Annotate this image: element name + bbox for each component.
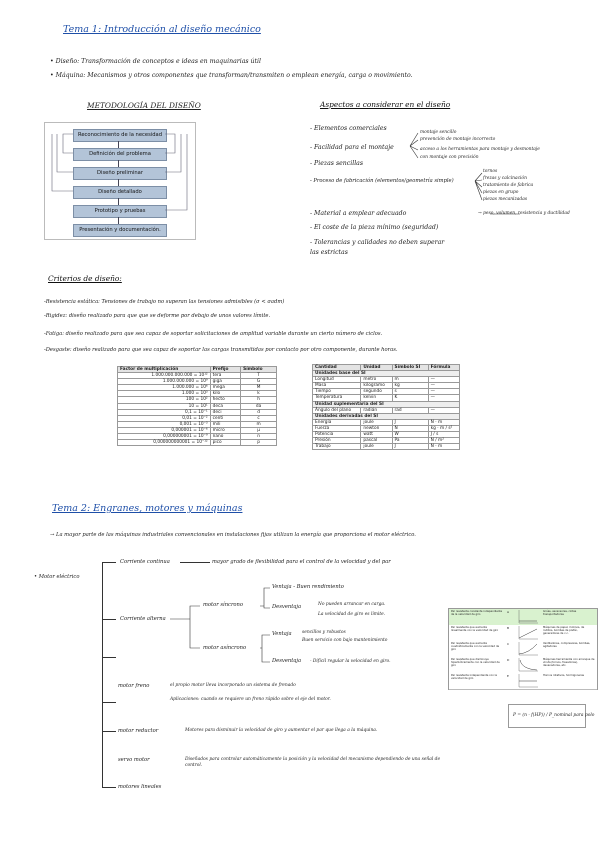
table-cell: 0,1 = 10⁻¹	[118, 409, 211, 415]
tema1-title: Tema 1: Introducción al diseño mecánico	[63, 24, 261, 35]
units-table	[312, 364, 460, 450]
table-cell: 0,001 = 10⁻³	[118, 421, 211, 427]
table-cell: Trabajo	[313, 444, 361, 450]
table-row	[313, 444, 460, 450]
column-header: Símbolo SI	[392, 365, 428, 371]
sincrono-desventaja: Desventaja	[272, 604, 302, 610]
table-cell: 1.000.000.000.000 = 10¹²	[118, 373, 211, 379]
aspecto-item: las estrictas	[310, 249, 348, 256]
table-cell: joule	[361, 444, 392, 450]
table-cell: joule	[361, 419, 392, 425]
curve-uses: Máquinas de papel, molinos, de rodillos, bombas de pistón, generadores de c.c.	[543, 626, 585, 636]
curve-graph	[517, 673, 539, 688]
column-header: Fórmula	[428, 365, 459, 371]
table-cell: µ	[241, 427, 277, 433]
curve-description: Par resistente que aumenta cuadráticamente con la velocidad de giro	[451, 642, 500, 652]
table-cell: m	[392, 377, 428, 383]
table-row	[449, 641, 597, 658]
table-row	[449, 673, 597, 690]
servo-motor: servo motor	[118, 757, 150, 763]
criterios-heading: Criterios de diseño:	[48, 274, 122, 283]
table-cell: G	[241, 379, 277, 385]
table-row	[449, 625, 597, 642]
table-cell: 10 = 10¹	[118, 403, 211, 409]
tree-branch	[102, 731, 116, 732]
aspecto-item: - Elementos comerciales	[310, 125, 387, 132]
curve-symbol: C	[507, 642, 510, 646]
tree-branch	[102, 657, 116, 658]
alterna-branches	[170, 578, 310, 668]
table-cell: nano	[210, 434, 240, 440]
metodologia-heading: METODOLOGÍA DEL DISEÑO	[87, 101, 201, 110]
table-cell: p	[241, 440, 277, 446]
section-title: Unidades derivadas del SI	[313, 413, 460, 419]
curve-symbol: E	[507, 674, 509, 678]
tema2-title: Tema 2: Engranes, motores y máquinas	[52, 503, 243, 514]
table-cell: T	[241, 373, 277, 379]
table-cell: Ángulo del plano	[313, 407, 361, 413]
flow-step-4: Diseño detallado	[73, 186, 167, 199]
table-cell: newton	[361, 425, 392, 431]
table-row	[449, 657, 597, 674]
table-cell: kilogramo	[361, 383, 392, 389]
table-cell: centi	[210, 415, 240, 421]
table-cell: M	[241, 385, 277, 391]
montaje-note: montaje sencillo	[420, 130, 457, 135]
desventaja-note: La velocidad de giro es límite.	[318, 612, 386, 617]
table-cell: —	[428, 389, 459, 395]
asincrono-ventaja-note: Buen servicio con bajo mantenimiento	[302, 638, 388, 643]
table-cell: J	[392, 444, 428, 450]
fabricacion-note: tornos	[483, 169, 498, 174]
montaje-note: con montaje con precisión	[420, 155, 479, 160]
table-cell: kg · m / s²	[428, 425, 459, 431]
curve-description: Par resistente que aumenta linealmente con la velocidad de giro	[451, 626, 499, 633]
table-cell: Longitud	[313, 377, 361, 383]
material-note: → peso, volumen, resistencia y ductilidad	[478, 211, 570, 216]
curve-uses: Grúas, ascensores, cintas transportadoras	[543, 610, 577, 617]
flow-step-1: Reconocimiento de la necesidad	[73, 129, 167, 142]
table-cell: segundo	[361, 389, 392, 395]
table-cell: watt	[361, 432, 392, 438]
table-cell: 0,000000001 = 10⁻⁹	[118, 434, 211, 440]
table-cell: radián	[361, 407, 392, 413]
table-cell: —	[428, 395, 459, 401]
curve-uses: Hornos rotativos, hormigoneras	[543, 674, 585, 677]
table-cell: micro	[210, 427, 240, 433]
table-cell: kg	[392, 383, 428, 389]
table-cell: kilo	[210, 391, 240, 397]
curve-description: Par resistente independiente con la velocidad de giro	[451, 674, 497, 681]
curve-uses: Máquinas herramienta con arranque de viruta (tornos, fresadoras), devanadoras, etc.	[543, 658, 595, 668]
table-cell: pascal	[361, 438, 392, 444]
table-cell: m	[241, 421, 277, 427]
table-cell: 1.000.000.000 = 10⁹	[118, 379, 211, 385]
table-cell: kelvin	[361, 395, 392, 401]
curve-symbol: A	[507, 610, 510, 614]
table-cell: deci	[210, 409, 240, 415]
aspecto-item: - Proceso de fabricación (elementos/geometría simple)	[310, 178, 454, 184]
table-cell: h	[241, 397, 277, 403]
flow-step-5: Prototipo y pruebas	[73, 205, 167, 218]
motor-asincrono: motor asíncrono	[203, 645, 247, 651]
column-header: Prefijo	[210, 367, 240, 373]
metodologia-flowchart	[44, 122, 196, 240]
curve-graph	[517, 609, 539, 624]
flow-step-3: Diseño preliminar	[73, 167, 167, 180]
table-cell: 0,01 = 10⁻²	[118, 415, 211, 421]
flow-step-2: Definición del problema	[73, 148, 167, 161]
criterio-item: -Fatiga: diseño realizado para que sea capaz de soportar solicitaciones de amplitud variable durante un cierto número de ciclos.	[44, 331, 383, 337]
definition-diseno: • Diseño: Transformación de conceptos e ideas en maquinarias útil	[50, 58, 261, 65]
table-cell: Tiempo	[313, 389, 361, 395]
table-cell: giga	[210, 379, 240, 385]
tema2-intro: → La mayor parte de las máquinas industriales convencionales en instalaciones fijas utilizan la energía que proporciona el motor eléctrico.	[50, 532, 416, 538]
table-cell: da	[241, 403, 277, 409]
table-cell: J / s	[428, 432, 459, 438]
asincrono-ventaja: Ventaja	[272, 631, 292, 637]
motor-freno: motor freno	[118, 683, 150, 689]
asincrono-desventaja: Desventaja	[272, 658, 302, 664]
table-cell: hecto	[210, 397, 240, 403]
aspecto-item: - Facilidad para el montaje	[310, 144, 394, 151]
arrow-line	[180, 562, 210, 563]
fabricacion-note: tratamiento de fabrica	[483, 183, 534, 188]
asincrono-ventaja-note: sencillos y robustos	[302, 630, 346, 635]
table-cell: 1.000.000 = 10⁶	[118, 385, 211, 391]
curve-graph	[517, 641, 539, 656]
table-cell: Presión	[313, 438, 361, 444]
table-cell: rad	[392, 407, 428, 413]
table-cell: Pa	[392, 438, 428, 444]
desventaja-note: No pueden arrancar en carga.	[318, 602, 386, 607]
curve-symbol: B	[507, 626, 510, 630]
table-cell: —	[428, 377, 459, 383]
tree-branch	[102, 702, 116, 703]
table-cell: Potencia	[313, 432, 361, 438]
table-cell: n	[241, 434, 277, 440]
table-cell: pico	[210, 440, 240, 446]
table-cell: N · m	[428, 419, 459, 425]
curves-table	[448, 608, 598, 690]
aspecto-item: - Material a emplear adecuado	[310, 210, 407, 217]
flow-step-6: Presentación y documentación.	[73, 224, 167, 237]
table-cell: Temperatura	[313, 395, 361, 401]
reductor-note: Motores para disminuir la velocidad de giro y aumentar el par que llega a la máquina.	[185, 728, 378, 733]
aspectos-heading: Aspectos a considerar en el diseño	[320, 100, 451, 109]
table-cell: K	[392, 395, 428, 401]
table-cell: mega	[210, 385, 240, 391]
curve-description: Par resistente constante independiente de la velocidad de giro	[451, 610, 503, 617]
asincrono-desventaja-note: - Difícil regular la velocidad en giro.	[310, 659, 391, 664]
motor-electrico-label: • Motor eléctrico	[34, 574, 80, 580]
definition-maquina: • Máquina: Mecanismos y otros componentes que transforman/transmiten o emplean energía, carga o movimiento.	[50, 72, 413, 79]
formula: P = (n · f(HP)) / P_nominal para polo	[513, 713, 595, 718]
table-cell: tera	[210, 373, 240, 379]
table-cell: Masa	[313, 383, 361, 389]
table-cell: —	[428, 407, 459, 413]
table-cell: W	[392, 432, 428, 438]
table-cell: N / m²	[428, 438, 459, 444]
curve-symbol: D	[507, 658, 510, 662]
corriente-alterna: Corriente alterna	[120, 616, 166, 622]
table-cell: d	[241, 409, 277, 415]
cc-note: mayor grado de flexibilidad para el control de la velocidad y del par	[212, 559, 391, 565]
table-cell: deca	[210, 403, 240, 409]
corriente-continua: Corriente continua	[120, 559, 170, 565]
fabricacion-note: piezas en grupo	[483, 190, 519, 195]
curve-graph	[517, 625, 539, 640]
table-cell: Energía	[313, 419, 361, 425]
curve-description: Par resistente que disminuye hiperbólicamente con la velocidad de giro	[451, 658, 500, 668]
table-cell: metro	[361, 377, 392, 383]
criterio-item: -Rigidez: diseño realizado para que que se deforme por debajo de unos valores límite.	[44, 313, 271, 319]
criterio-item: -Resistencia estática: Tensiones de trabajo no superan las tensiones admisibles (σ < σadm)	[44, 299, 285, 305]
table-cell: 1.000 = 10³	[118, 391, 211, 397]
table-cell: —	[428, 383, 459, 389]
table-cell: Fuerza	[313, 425, 361, 431]
table-cell: c	[241, 415, 277, 421]
section-title: Unidades base del SI	[313, 371, 460, 377]
aspecto-item: - El coste de la pieza mínimo (seguridad)	[310, 224, 439, 231]
formula-box	[508, 704, 595, 728]
fabricacion-note: frezas y calcinación	[483, 176, 527, 181]
prefix-table	[117, 366, 277, 446]
column-header: Unidad	[361, 365, 392, 371]
tree-branch	[102, 619, 116, 620]
aspecto-item: - Tolerancias y calidades no deben superar	[310, 239, 445, 246]
tree-branch	[102, 562, 116, 563]
freno-note: Aplicaciones: cuando se requiere un freno rápido sobre el eje del motor.	[170, 697, 331, 702]
sincrono-ventaja: Ventaja - Buen rendimiento	[272, 584, 344, 590]
montaje-note: acceso a los herramientas para montaje y desmontaje	[420, 147, 540, 152]
motores-lineales: motores lineales	[118, 784, 162, 790]
fabricacion-note: piezas mecanizadas	[483, 197, 528, 202]
table-cell: N · m	[428, 444, 459, 450]
table-row	[449, 609, 597, 626]
column-header: Símbolo	[241, 367, 277, 373]
motor-sincrono: motor síncrono	[203, 602, 244, 608]
tree-trunk	[102, 562, 103, 788]
column-header: Cantidad	[313, 365, 361, 371]
table-cell: N	[392, 425, 428, 431]
aspecto-item: - Piezas sencillas	[310, 160, 364, 167]
table-row	[118, 440, 277, 446]
curve-uses: Ventiladores, compresores, bombas, agitadores	[543, 642, 591, 649]
feedback-loops	[45, 123, 195, 239]
tree-branch	[102, 787, 116, 788]
freno-note: el propio motor lleva incorporado un sistema de frenado	[170, 683, 296, 688]
table-cell: 0,000001 = 10⁻⁶	[118, 427, 211, 433]
column-header: Factor de multiplicación	[118, 367, 211, 373]
montaje-note: prevención de montaje incorrecto	[420, 137, 496, 142]
table-cell: s	[392, 389, 428, 395]
servo-note: Diseñados para controlar automáticamente la posición y la velocidad del mecanismo dependiendo de una señal de control.	[185, 757, 441, 768]
criterio-item: -Desgaste: diseño realizado para que sea capaz de soportar las cargas transmitidas por contacto por otro componente, durante horas.	[44, 347, 398, 353]
table-cell: mili	[210, 421, 240, 427]
section-title: Unidad suplementaria del SI	[313, 401, 460, 407]
motor-reductor: motor reductor	[118, 728, 159, 734]
table-cell: J	[392, 419, 428, 425]
table-cell: 0,000000000001 = 10⁻¹²	[118, 440, 211, 446]
table-cell: k	[241, 391, 277, 397]
curve-graph	[517, 657, 539, 672]
table-cell: 100 = 10²	[118, 397, 211, 403]
